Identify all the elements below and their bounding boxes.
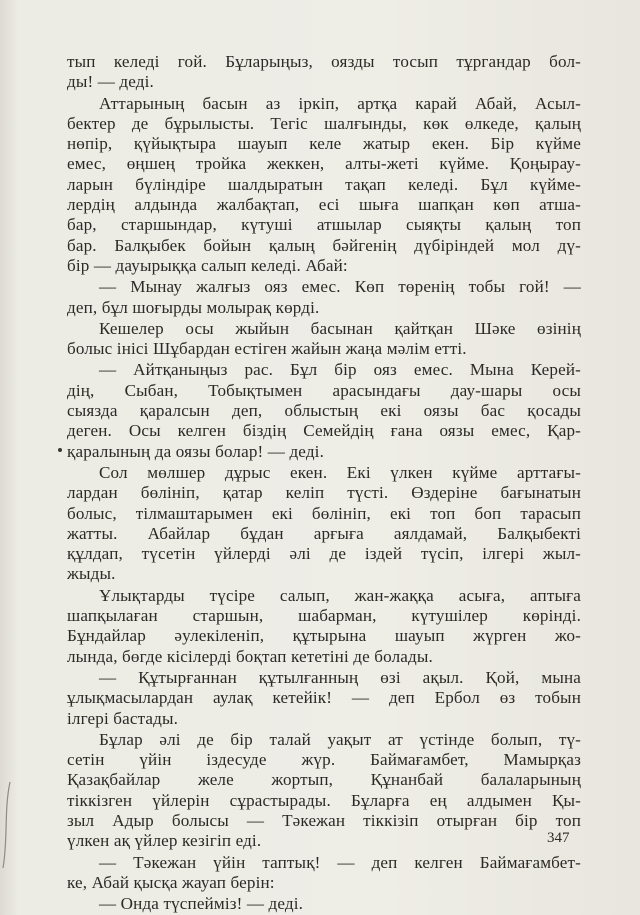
paragraph xyxy=(67,463,581,585)
text-line: қаралының да оязы болар! — деді. xyxy=(67,441,324,461)
text-line: шапқылаған старшын, шабарман, күтушілер көрінді. xyxy=(67,606,581,626)
text-line: — Онда түспейміз! — деді. xyxy=(99,894,304,914)
text-line: жатты. Абайлар бұдан арғыға аялдамай, Балқыбекті xyxy=(67,523,581,543)
text-line: емес, өңшең тройка жеккен, алты-жеті күйме. Қоңырау- xyxy=(67,154,581,174)
paragraph xyxy=(67,94,581,277)
paragraph xyxy=(67,668,581,729)
paragraph xyxy=(67,319,581,360)
text-line: Бұндайлар әулекіленіп, құтырына шауып жүрген жо- xyxy=(67,626,581,646)
text-line: Кешелер осы жыйын басынан қайтқан Шәке өзінің xyxy=(99,318,581,338)
text-line: Қазақбайлар желе жортып, Құнанбай балаларының xyxy=(67,770,581,790)
text-line: Ұлықтарды түсіре салып, жан-жаққа асыға, аптыға xyxy=(99,585,581,605)
text-line: Сол мөлшер дұрыс екен. Екі үлкен күйме арттағы- xyxy=(99,462,581,482)
text-line: бектер де бұрылысты. Тегіс шалғынды, көк өлкеде, қалың xyxy=(67,113,581,133)
text-line: — Мынау жалғыз ояз емес. Көп төренің тобы гой! — xyxy=(99,277,581,297)
text-line: сетін үйін іздесуде жүр. Баймағамбет, Мамырқаз xyxy=(67,750,581,770)
text-line: жыды. xyxy=(67,564,116,584)
text-line: Бұлар әлі де бір талай уақыт ат үстінде болып, тү- xyxy=(99,729,581,749)
paragraph xyxy=(67,277,581,318)
text-line: ілгері бастады. xyxy=(67,708,179,728)
text-line: лардан бөлініп, қатар келіп түсті. Өздеріне бағынатын xyxy=(67,483,581,503)
text-line: Аттарының басын аз іркіп, артқа карай Абай, Асыл- xyxy=(99,93,581,113)
text-line: бір — дауырыққа салып келеді. Абай: xyxy=(67,255,348,275)
paragraph xyxy=(67,52,581,93)
paragraph xyxy=(67,894,581,914)
text-line: ке, Абай қысқа жауап берін: xyxy=(67,872,275,892)
text-line: үлкен ақ үйлер кезігіп еді. xyxy=(67,831,262,851)
page-edge-shadow xyxy=(0,780,14,870)
margin-dot xyxy=(58,448,62,452)
text-line: бар. Балқыбек бойын қалың бәйгенің дүбіріндей мол дү- xyxy=(67,235,581,255)
text-line: құлдап, түсетін үйлерді әлі де іздей түсіп, ілгері жыл- xyxy=(67,544,581,564)
text-line: бар, старшындар, күтуші атшылар сыяқты қалың топ xyxy=(67,215,581,235)
text-line: лында, бөгде кісілерді боқтап кететіні де болады. xyxy=(67,646,433,666)
text-line: тып келеді гой. Бұларыңыз, оязды тосып тұргандар бол- xyxy=(67,52,581,71)
paragraph xyxy=(67,853,581,894)
text-line: дің, Сыбан, Тобықтымен арасындағы дау-шары осы xyxy=(67,380,581,400)
text-line: сыязда қаралсын деп, облыстың екі оязы бас қосады xyxy=(67,401,581,421)
text-line: зыл Адыр болысы — Тәкежан тіккізіп отырған бір топ xyxy=(67,810,581,830)
page-number: 347 xyxy=(547,830,570,846)
text-line: нөпір, қүйықтыра шауып келе жатыр екен. Бір күйме xyxy=(67,134,581,154)
paragraph xyxy=(67,730,581,852)
text-line: — Құтырғаннан құтылғанның өзі ақыл. Қой, мына xyxy=(99,667,581,687)
text-line: ды! — деді. xyxy=(67,72,154,92)
paragraph xyxy=(67,586,581,667)
text-line: тіккізген үйлерін сұрастырады. Бұларға ең алдымен Қы- xyxy=(67,790,581,810)
text-line: ұлықмасылардан аулақ кетейік! — деп Ербол өз тобын xyxy=(67,688,581,708)
text-line: ларын бүліндіре шалдыратын тақап келеді. Бұл күйме- xyxy=(67,174,581,194)
text-block xyxy=(67,52,581,915)
paragraph xyxy=(67,360,581,461)
text-line: — Тәкежан үйін таптық! — деп келген Баймағамбет- xyxy=(99,852,581,872)
text-line: болыс, тілмаштарымен екі бөлініп, екі топ боп тарасып xyxy=(67,503,581,523)
text-line: деген. Осы келген біздің Семейдің ғана оязы емес, Қар- xyxy=(67,421,581,441)
text-line: деп, бұл шоғырды молырақ көрді. xyxy=(67,297,320,317)
text-line: болыс інісі Шұбардан естіген жайын жаңа мәлім етті. xyxy=(67,339,467,359)
text-line: — Айтқаныңыз рас. Бұл бір ояз емес. Мына Керей- xyxy=(99,360,581,380)
text-line: лердің алдында жалбақтап, есі шыға шапқан көп атша- xyxy=(67,195,581,215)
